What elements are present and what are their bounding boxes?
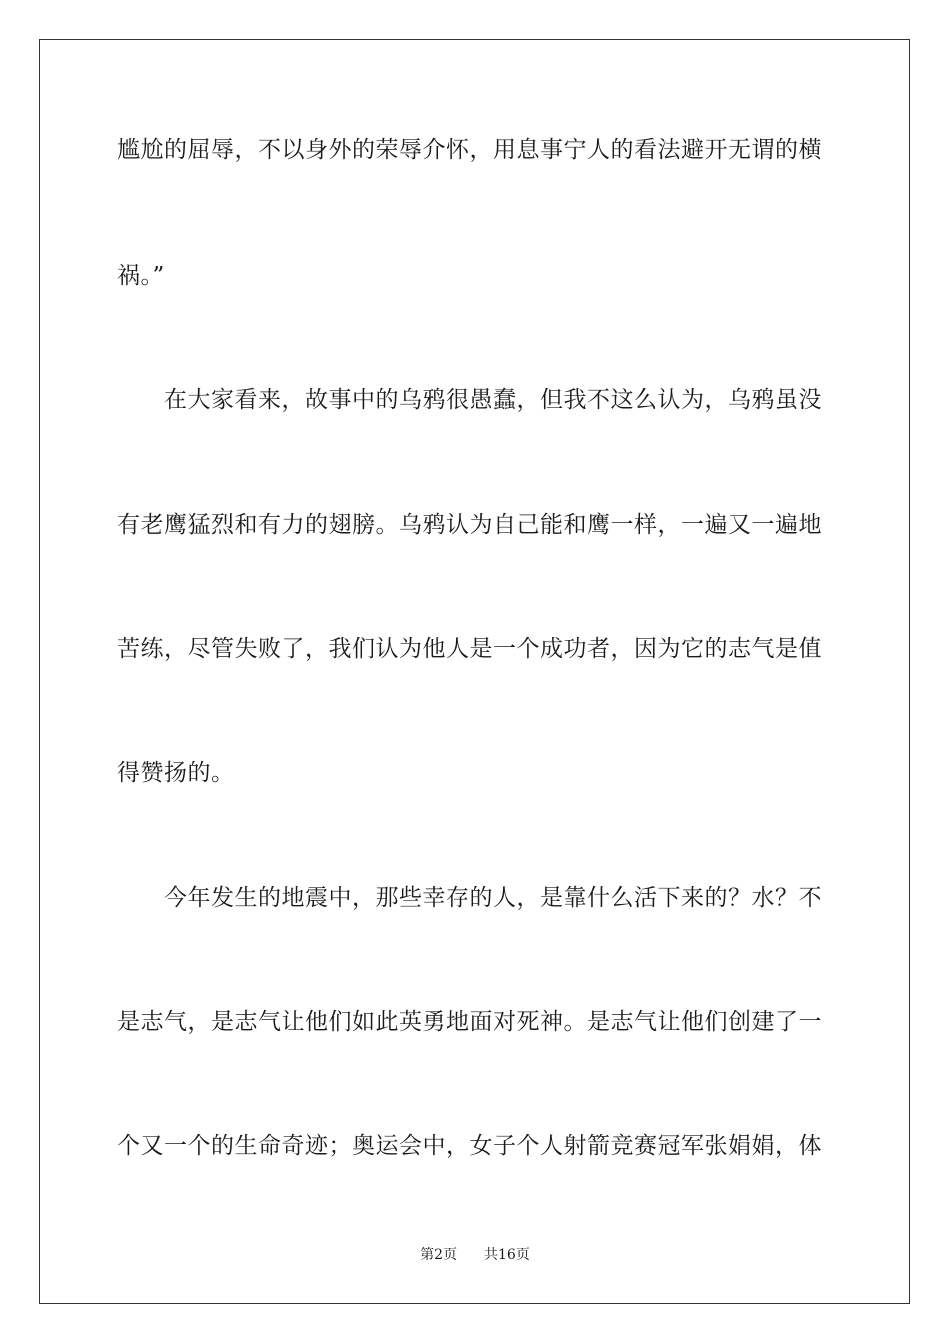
text-line: 个又一个的生命奇迹；奥运会中，女子个人射箭竞赛冠军张娟娟，体 [117, 1133, 822, 1159]
text-line: 尴尬的屈辱，不以身外的荣辱介怀，用息事宁人的看法避开无谓的横 [117, 137, 822, 163]
page-total: 共16页 [484, 1247, 530, 1263]
text-line: 苦练，尽管失败了，我们认为他人是一个成功者，因为它的志气是值 [117, 636, 822, 662]
text-line: 是志气，是志气让他们如此英勇地面对死神。是志气让他们创建了一 [117, 1009, 822, 1035]
text-line: 有老鹰猛烈和有力的翅膀。乌鸦认为自己能和鹰一样，一遍又一遍地 [117, 512, 822, 538]
page-border [39, 39, 910, 1304]
text-line: 祸。” [117, 263, 165, 289]
text-line: 得赞扬的。 [117, 760, 235, 786]
paragraph-start-line: 今年发生的地震中，那些幸存的人，是靠什么活下来的？水？不 [164, 885, 822, 911]
page-number: 第2页 [420, 1247, 458, 1263]
paragraph-start-line: 在大家看来，故事中的乌鸦很愚蠢，但我不这么认为，乌鸦虽没 [164, 387, 822, 413]
page-footer [0, 1246, 950, 1264]
